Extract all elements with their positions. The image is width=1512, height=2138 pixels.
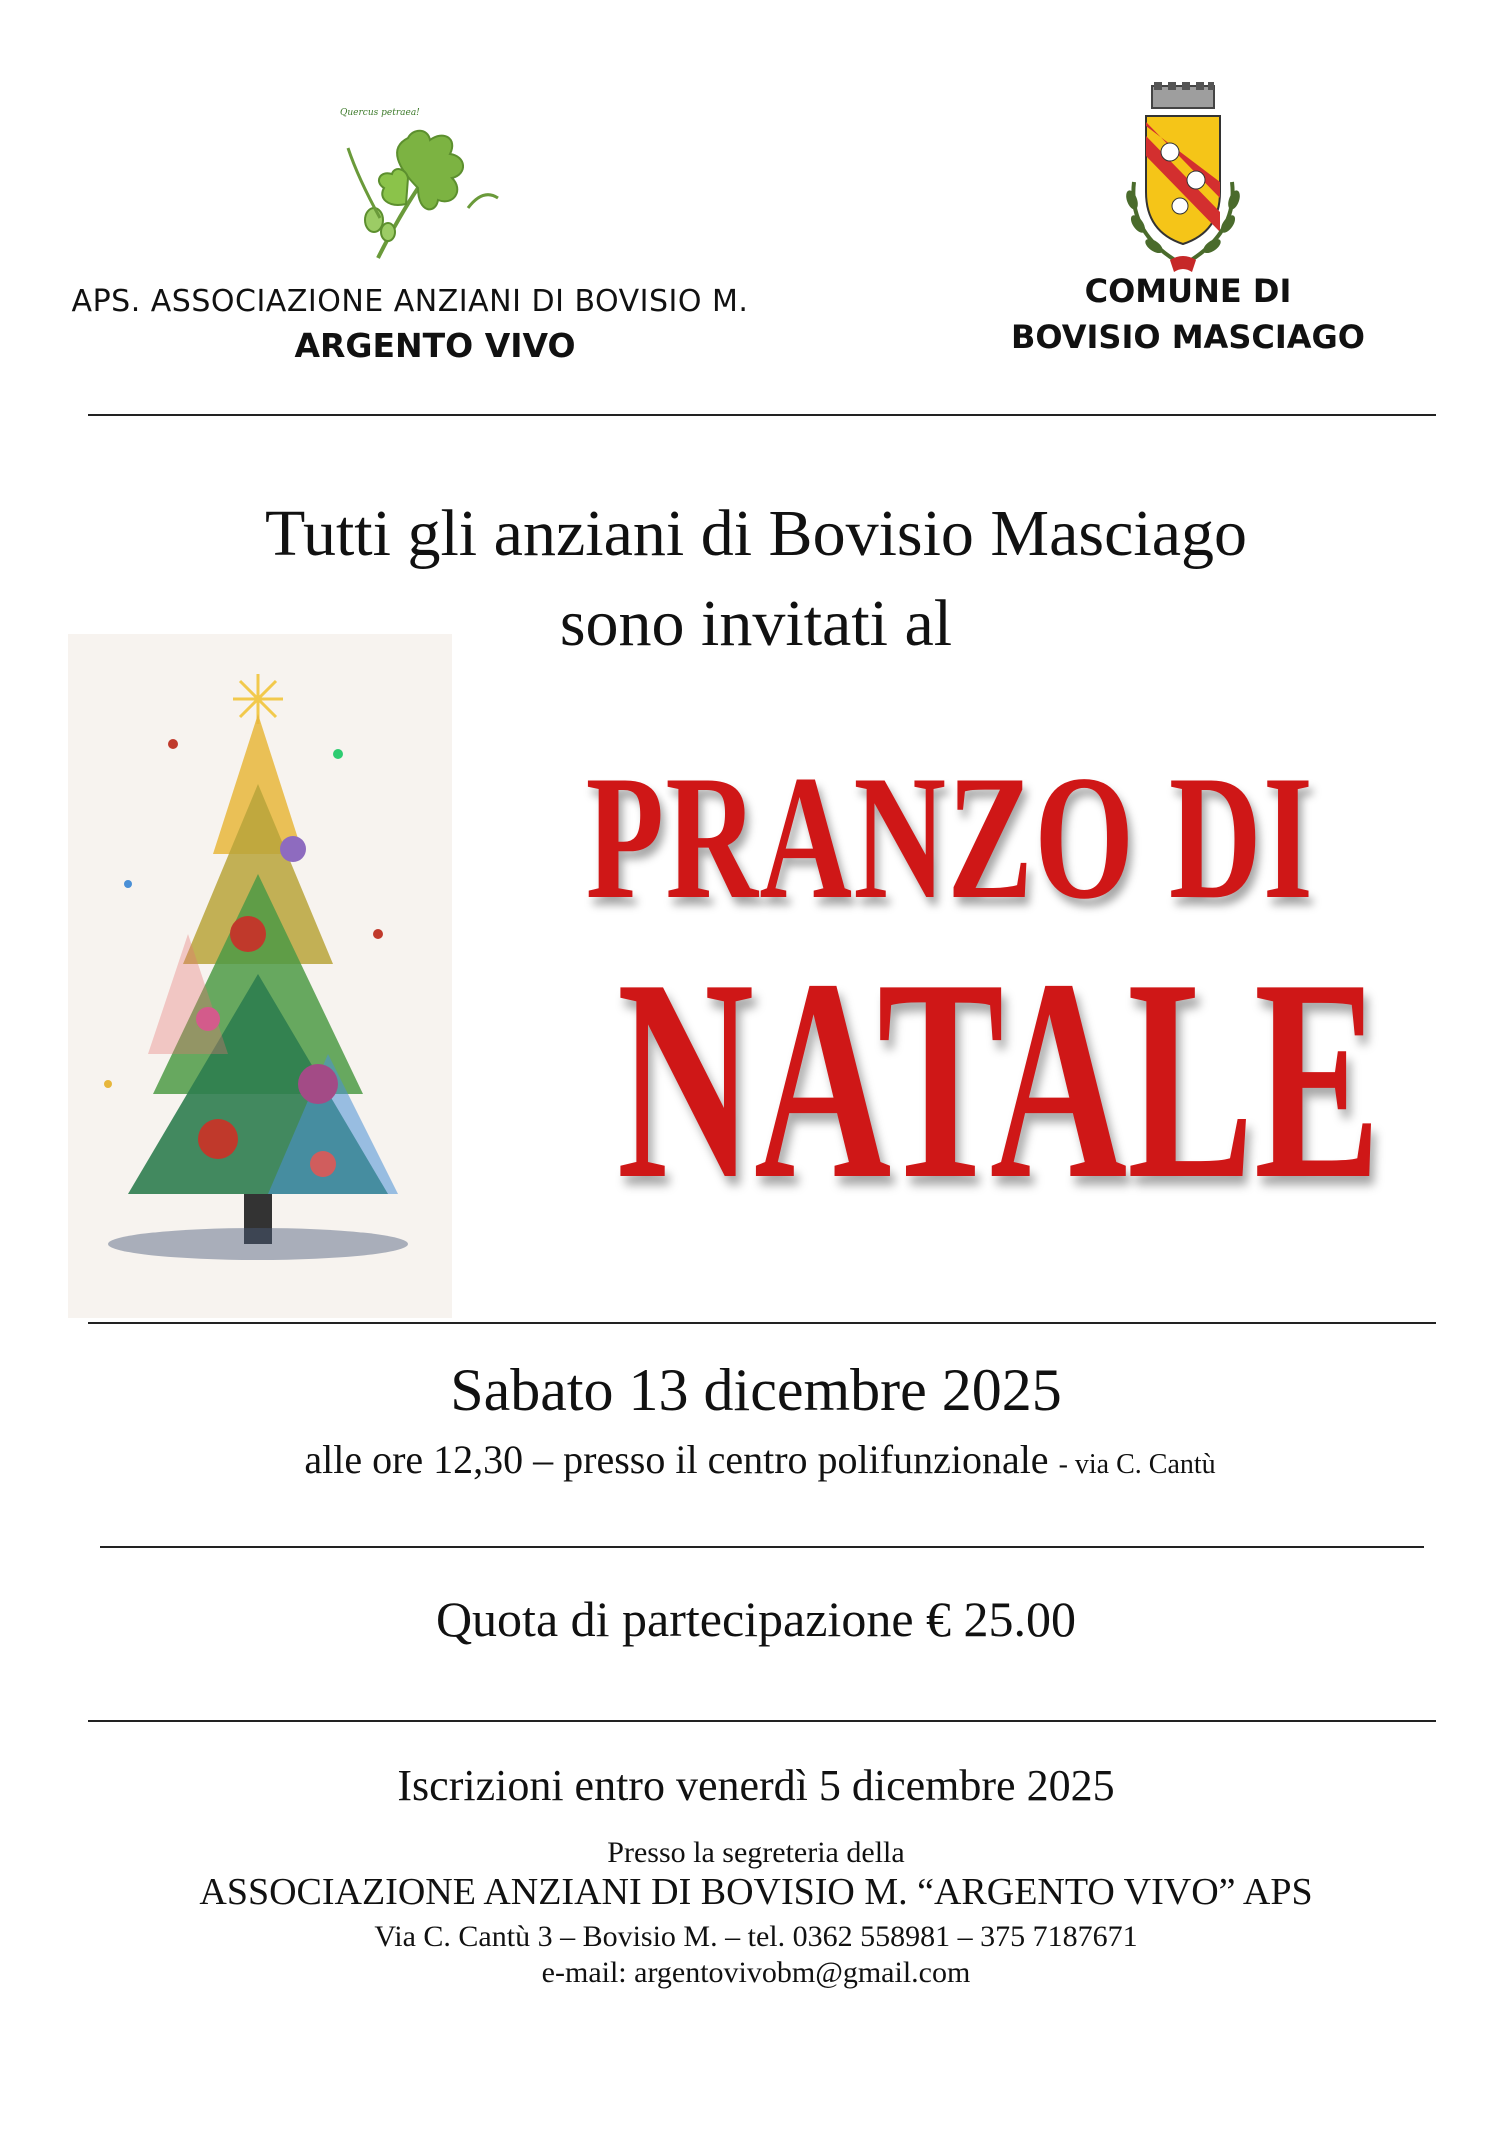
- event-title-line1: PRANZO DI: [585, 738, 1315, 936]
- christmas-tree-icon: [68, 634, 452, 1318]
- association-full-name: ASSOCIAZIONE ANZIANI DI BOVISIO M. “ARGENTO VIVO” APS: [199, 1871, 1313, 1913]
- divider: [88, 1322, 1436, 1324]
- divider: [100, 1546, 1424, 1548]
- comune-title-line2: BOVISIO MASCIAGO: [1011, 318, 1365, 356]
- logo-motto: Quercus petraea!: [340, 108, 420, 118]
- association-name: APS. ASSOCIAZIONE ANZIANI DI BOVISIO M.: [71, 284, 749, 319]
- christmas-tree-illustration: [68, 634, 452, 1318]
- municipal-crest: [1108, 82, 1258, 282]
- event-time-venue: [150, 1436, 1370, 1483]
- comune-title-line1: COMUNE DI: [1084, 272, 1292, 310]
- registration-deadline: Iscrizioni entro venerdì 5 dicembre 2025: [397, 1761, 1115, 1810]
- oak-leaf-icon: [318, 108, 518, 268]
- event-street: - via C. Cantù: [1058, 1449, 1216, 1480]
- crest-icon: [1108, 82, 1258, 282]
- registration-location-intro: Presso la segreteria della: [607, 1836, 905, 1869]
- invite-line2: sono invitati al: [559, 587, 953, 660]
- association-subtitle: ARGENTO VIVO: [294, 326, 576, 365]
- contact-email: e-mail: argentovivobm@gmail.com: [541, 1956, 971, 1989]
- invite-line1: Tutti gli anziani di Bovisio Masciago: [264, 497, 1248, 570]
- divider: [88, 1720, 1436, 1722]
- participation-fee: Quota di partecipazione € 25.00: [435, 1591, 1077, 1647]
- event-title-line2: NATALE: [616, 920, 1381, 1239]
- contact-address-phone: Via C. Cantù 3 – Bovisio M. – tel. 0362 558981 – 375 7187671: [374, 1920, 1138, 1953]
- oak-leaf-logo: [318, 108, 518, 268]
- event-time-location: alle ore 12,30 – presso il centro polifunzionale: [304, 1437, 1049, 1482]
- event-date: Sabato 13 dicembre 2025: [450, 1357, 1062, 1423]
- divider: [88, 414, 1436, 416]
